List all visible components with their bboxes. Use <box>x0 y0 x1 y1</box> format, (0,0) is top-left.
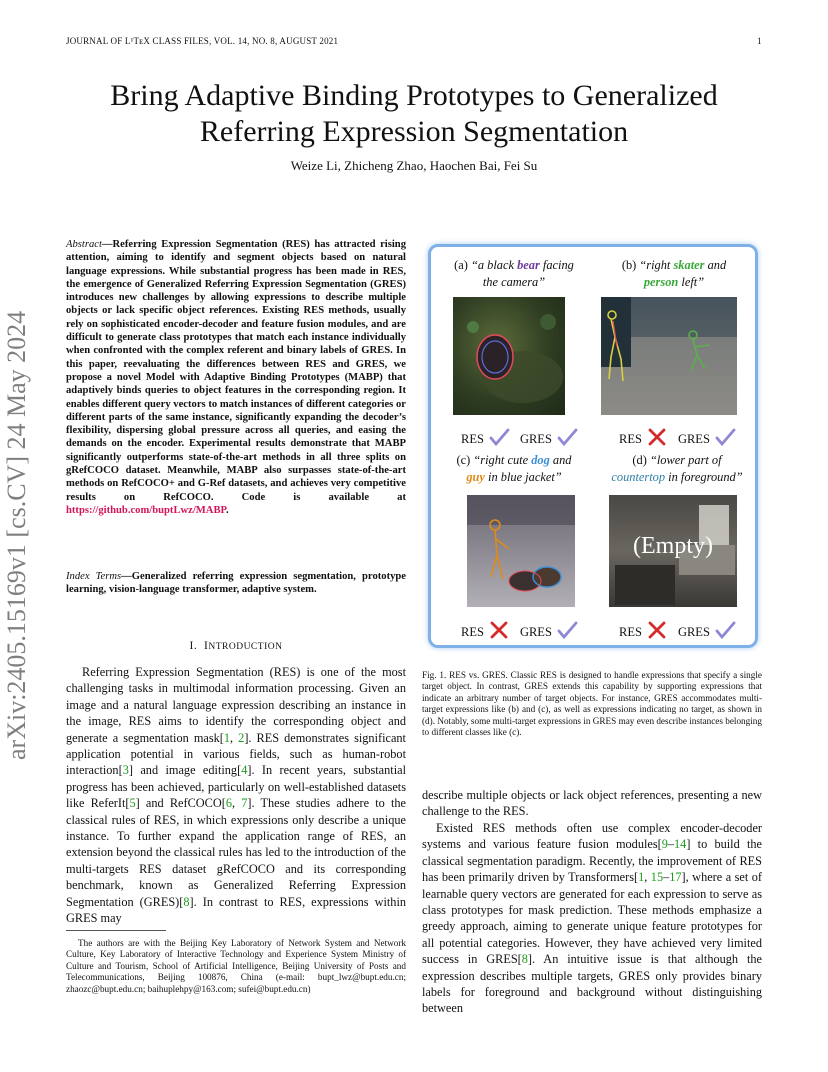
index-terms-text: —Generalized referring expression segmentation, prototype learning, vision-language transformer, adaptive system. <box>66 571 406 596</box>
res-result-icon <box>646 427 668 451</box>
page-number: 1 <box>757 36 762 46</box>
body-text: – <box>663 870 670 885</box>
check-stroke <box>559 430 576 444</box>
dogs-segmentation <box>467 495 575 607</box>
intro-text: ]. In contrast to RES, expressions within GRES may <box>66 894 407 926</box>
res-label: RES <box>461 431 484 446</box>
paper-title <box>40 78 788 150</box>
res-label: RES <box>619 431 642 446</box>
citation[interactable]: 7 <box>241 796 248 811</box>
query-text: “a black <box>470 258 518 272</box>
query-text: and <box>704 258 727 272</box>
body-text: – <box>667 837 675 852</box>
authors: Weize Li, Zhicheng Zhao, Haochen Bai, Fei Su <box>290 158 538 173</box>
abstract-label: Abstract <box>66 239 102 250</box>
right-paragraph-2 <box>422 820 762 1017</box>
citation[interactable]: 8 <box>521 952 528 967</box>
check-icon <box>556 620 578 640</box>
keyword: countertop <box>611 470 666 484</box>
query-text: facing <box>539 258 574 272</box>
body-text: , <box>644 870 651 885</box>
query-text: “right <box>639 258 674 272</box>
cross-icon <box>488 620 510 640</box>
check-icon <box>714 427 736 447</box>
res-result-icon <box>488 427 510 451</box>
body-text: ], where a set of learnable query vectors are generated for each expression to serve as class prototypes for mask prediction. These methods emphasize a greedy approach, aiming to generate unique feature prototypes for all potential categories. However, they have achieved very limited success in GRES[ <box>422 870 762 967</box>
intro-text: ]. In recent years, substantial progress has been achieved, particularly on well-established datasets like ReferIt[ <box>66 763 406 811</box>
gres-label: GRES <box>519 624 552 639</box>
res-label: RES <box>461 624 484 639</box>
footnote-rule <box>66 930 166 931</box>
caption-c <box>439 452 589 486</box>
section-title-initial: I <box>204 640 209 652</box>
code-link[interactable]: https://github.com/buptLwz/MABP <box>66 504 227 516</box>
section-number: I. <box>189 640 198 652</box>
query-text: in foreground” <box>665 470 743 484</box>
citation[interactable]: 1 <box>638 870 645 885</box>
abstract-text: —Referring Expression Segmentation (RES) has attracted rising attention, aiming to identify and segment objects based on natural language expressions. While substantial progress has been made in RES, the emergence of Generalized Referring Expression Segmentation (GRES) introduces new challenges by allowing expressions to describe multiple objects or lack specific object references. Existing RES methods, usually rely on sophisticated encoder-decoder and feature fusion modules, and are difficult to generate class prototypes that match each instance individually when confronted with the complex referent and binary labels of GRES. In this paper, reevaluating the differences between RES and GRES, we propose a novel Model with Adaptive Binding Prototypes (MABP) that adaptively binds queries to object features in the corresponding region. It enables different query vectors to match instances of different categories or different parts of the same instance, significantly expanding the decoder’s flexibility, dispersing global pressure across all queries, and easing the demands on the encoder. Experimental results demonstrate that MABP significantly outperforms state-of-the-art methods in all three splits on gRefCOCO dataset. Meanwhile, MABP also surpasses state-of-the-art methods on RefCOCO+ and G-Ref datasets, and achieves very competitive results on RefCOCO. Code is available at <box>66 239 406 503</box>
abstract <box>66 238 406 517</box>
intro-text: , <box>232 796 242 811</box>
section-heading <box>66 640 406 652</box>
gres-result-icon <box>556 620 578 644</box>
check-stroke <box>491 430 508 444</box>
intro-text: ]. RES demonstrates significant application potential in various fields, such as human-robot interaction[ <box>66 730 406 778</box>
citation[interactable]: 8 <box>183 894 190 909</box>
title-line-1: Bring Adaptive Binding Prototypes to Generalized <box>110 79 718 112</box>
body-text: ] to build the classical segmentation paradigm. Recently, the improvement of RES has been primarily driven by Transformers[ <box>422 837 762 885</box>
photo-dogs <box>467 495 575 607</box>
query-text: the camera” <box>482 275 546 289</box>
keyword: skater <box>673 258 705 272</box>
caption-b <box>599 257 749 291</box>
figure-1 <box>428 244 758 648</box>
check-stroke <box>717 623 734 637</box>
citation[interactable]: 5 <box>129 796 136 811</box>
right-paragraph-1: describe multiple objects or lack object references, presenting a new challenge to the RES. <box>422 788 762 819</box>
check-stroke <box>717 430 734 444</box>
check-icon <box>556 427 578 447</box>
intro-paragraph <box>66 664 406 927</box>
gres-label: GRES <box>677 624 710 639</box>
res-label: RES <box>619 624 642 639</box>
cross-icon <box>646 620 668 640</box>
query-text: “lower part of <box>649 453 722 467</box>
result-row-b <box>619 427 736 451</box>
intro-text: ] and image editing[ <box>128 763 242 778</box>
keyword: dog <box>531 453 550 467</box>
photo-bear <box>453 297 565 415</box>
gres-result-icon <box>556 427 578 451</box>
result-row-d <box>619 620 736 644</box>
running-head: JOURNAL OF L¹TᴇX CLASS FILES, VOL. 14, NO. 8, AUGUST 2021 <box>66 36 339 46</box>
panel-label: (d) <box>632 453 647 467</box>
keyword: person <box>643 275 679 289</box>
check-stroke <box>559 623 576 637</box>
index-terms <box>66 570 406 597</box>
arxiv-stamp-text: arXiv:2405.15169v1 [cs.CV] 24 May 2024 <box>2 310 31 760</box>
citation[interactable]: 1 <box>223 730 231 745</box>
citation[interactable]: 3 <box>122 763 129 778</box>
index-terms-label: Index Terms <box>66 571 122 582</box>
result-row-a <box>461 427 578 451</box>
title-line-2: Referring Expression Segmentation <box>199 115 629 148</box>
panel-label: (a) <box>454 258 468 272</box>
panel-label: (c) <box>456 453 471 467</box>
gres-label: GRES <box>519 431 552 446</box>
intro-text: Referring Expression Segmentation (RES) is one of the most challenging tasks in multimodal information processing. Given an image and a natural language expression describing an instance in the image, RES aims to identify the corresponding object and generate a segmentation mask[ <box>66 665 406 745</box>
citation[interactable]: 2 <box>238 730 245 745</box>
panel-label: (b) <box>621 258 637 272</box>
intro-text: ] and RefCOCO[ <box>135 796 226 811</box>
gres-result-icon <box>714 620 736 644</box>
citation[interactable]: 15 <box>650 870 664 885</box>
citation[interactable]: 9 <box>661 837 668 852</box>
cross-stroke <box>650 430 664 444</box>
citation[interactable]: 17 <box>669 870 682 885</box>
citation[interactable]: 4 <box>241 763 248 778</box>
caption-a <box>439 257 589 291</box>
query-text: and <box>549 453 572 467</box>
check-icon <box>714 620 736 640</box>
gres-result-icon <box>714 427 736 451</box>
cross-icon <box>646 427 668 447</box>
section-title-rest: NTRODUCTION <box>208 642 283 652</box>
skaters-segmentation <box>601 297 737 415</box>
cross-stroke <box>650 623 664 637</box>
query-text: left” <box>678 275 705 289</box>
cross-stroke <box>492 623 506 637</box>
gres-label: GRES <box>677 431 710 446</box>
photo-kitchen <box>609 495 737 607</box>
empty-label: (Empty) <box>633 533 713 559</box>
check-icon <box>488 427 510 447</box>
author-footnote: The authors are with the Beijing Key Laboratory of Network System and Network Culture, Key Laboratory of Interactive Technology and Experience System Ministry of Culture and Tourism, School of Artificial Intelligence, Beijing University of Posts and Telecommunications, Beijing 100876, China (e-mail: bupt_lwz@bupt.edu.cn; zhaozc@bupt.edu.cn; baihuplehpy@163.com; sufei@bupt.edu.cn) <box>66 938 406 994</box>
intro-text: ]. These studies adhere to the classical rules of RES, in which expressions only describe a unique instance. To further expand the application range of RES, an extension beyond the classical rules has led to the introduction of the multi-targets RES dataset gRefCOCO and its corresponding benchmark, known as Generalized Referring Expression Segmentation (GRES)[ <box>66 796 406 909</box>
figure-caption: Fig. 1. RES vs. GRES. Classic RES is designed to handle expressions that specify a single target object. In contrast, GRES extends this capability by supporting expressions that indicate an arbitrary number of target objects. For instance, GRES accommodates multi-target expressions like (b) and (c), as well as expressions indicating no target, as shown in (d). Notably, some multi-target expressions in GRES may even describe instances belonging to different classes like (c). <box>422 670 762 738</box>
res-result-icon <box>646 620 668 644</box>
body-text: Existed RES methods often use complex encoder-decoder systems and various feature fusion modules[ <box>422 821 762 852</box>
caption-d <box>597 452 757 486</box>
bear-segmentation <box>453 297 565 415</box>
photo-skaters <box>601 297 737 415</box>
res-result-icon <box>488 620 510 644</box>
citation[interactable]: 6 <box>225 796 233 811</box>
intro-text: , <box>230 730 239 745</box>
body-text: ]. An intuitive issue is that although the expression describes multiple targets, GRES only provides binary labels for foreground and background without distinguishing between <box>422 952 762 1016</box>
keyword: guy <box>466 470 485 484</box>
result-row-c <box>461 620 578 644</box>
query-text: in blue jacket” <box>484 470 562 484</box>
abstract-end: . <box>226 504 229 516</box>
keyword: bear <box>517 258 540 272</box>
query-text: “right cute <box>473 453 532 467</box>
citation[interactable]: 14 <box>674 837 687 852</box>
